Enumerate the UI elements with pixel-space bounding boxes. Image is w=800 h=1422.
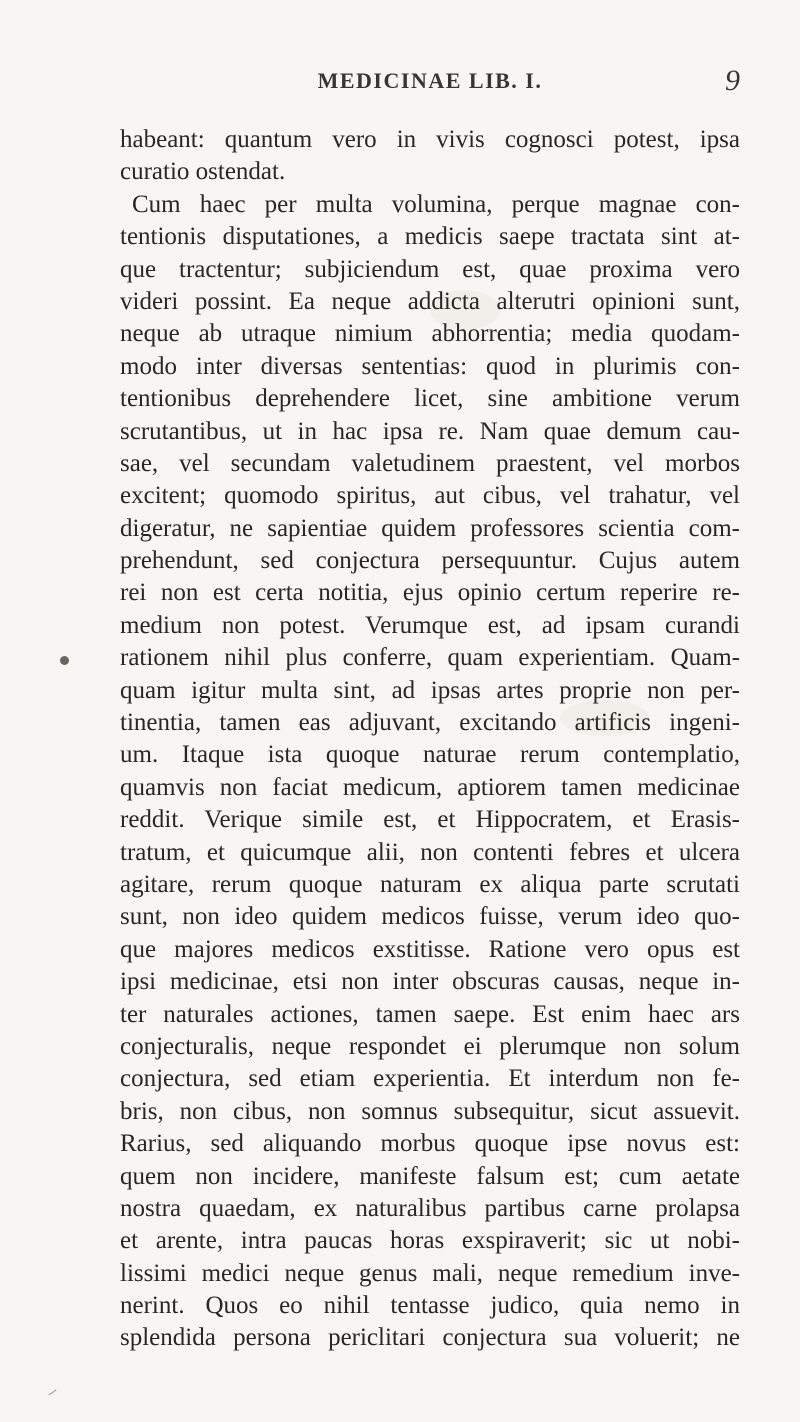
text-line: conjectura, sed etiam experientia. Et interdum non fe- (120, 1065, 740, 1093)
text-line: habeant: quantum vero in vivis cognosci potest, ipsa (120, 126, 740, 153)
text-line: neque ab utraque nimium abhorrentia; media quodam- (120, 320, 740, 348)
text-line: sae, vel secundam valetudinem praestent, vel morbos (120, 449, 740, 477)
text-line: nerint. Quos eo nihil tentasse judico, quia nemo in (120, 1292, 740, 1320)
text-line: conjecturalis, neque respondet ei plerumque non solum (120, 1032, 740, 1060)
text-line: ter naturales actiones, tamen saepe. Est enim haec ars (120, 1000, 740, 1028)
corner-ink-mark (49, 1390, 57, 1396)
text-line: tratum, et quicumque alii, non contenti febres et ulcera (120, 838, 740, 866)
text-line: um. Itaque ista quoque naturae rerum contemplatio, (120, 741, 740, 769)
page-header-title: MEDICINAE LIB. I. (317, 68, 543, 93)
text-line: sunt, non ideo quidem medicos fuisse, verum ideo quo- (120, 903, 740, 931)
text-line: scrutantibus, ut in hac ipsa re. Nam quae demum cau- (120, 417, 740, 445)
text-line: et arente, intra paucas horas exspiraverit; sic ut nobi- (120, 1227, 740, 1255)
text-line: quem non incidere, manifeste falsum est; cum aetate (120, 1162, 740, 1190)
text-line: prehendunt, sed conjectura persequuntur. Cujus autem (120, 547, 740, 575)
text-line: quam igitur multa sint, ad ipsas artes proprie non per- (120, 676, 740, 704)
text-line: curatio ostendat. (120, 158, 286, 186)
text-line: tentionis disputationes, a medicis saepe tractata sint at- (120, 223, 740, 251)
page-number: 9 (725, 64, 740, 97)
text-line: Cum haec per multa volumina, perque magnae con- (132, 190, 740, 218)
text-line: lissimi medici neque genus mali, neque remedium inve- (120, 1259, 740, 1287)
text-line: modo inter diversas sententias: quod in plurimis con- (120, 352, 740, 380)
text-line: tinentia, tamen eas adjuvant, excitando artificis ingeni- (120, 709, 740, 737)
text-line: reddit. Verique simile est, et Hippocratem, et Erasis- (120, 806, 740, 834)
text-line: rationem nihil plus conferre, quam experientiam. Quam- (120, 644, 740, 672)
running-head (120, 64, 740, 108)
text-line: medium non potest. Verumque est, ad ipsam curandi (120, 611, 740, 639)
text-line: bris, non cibus, non somnus subsequitur, sicut assuevit. (120, 1097, 740, 1125)
text-line: ipsi medicinae, etsi non inter obscuras causas, neque in- (120, 968, 740, 996)
text-line: nostra quaedam, ex naturalibus partibus carne prolapsa (120, 1194, 740, 1222)
text-line: splendida persona periclitari conjectura sua voluerit; ne (120, 1324, 740, 1352)
text-line: tentionibus deprehendere licet, sine ambitione verum (120, 385, 740, 413)
text-line: Rarius, sed aliquando morbus quoque ipse novus est: (120, 1130, 740, 1158)
text-line: digeratur, ne sapientiae quidem professores scientia com- (120, 514, 740, 542)
body-text (120, 124, 740, 1355)
text-line: excitent; quomodo spiritus, aut cibus, vel trahatur, vel (120, 482, 740, 510)
text-line: videri possint. Ea neque addicta alterutri opinioni sunt, (120, 287, 740, 315)
text-line: que tractentur; subjiciendum est, quae proxima vero (120, 255, 740, 283)
text-line: que majores medicos exstitisse. Ratione vero opus est (120, 935, 740, 963)
text-line: agitare, rerum quoque naturam ex aliqua parte scrutati (120, 870, 740, 898)
margin-ink-mark (60, 656, 69, 665)
text-line: rei non est certa notitia, ejus opinio certum reperire re- (120, 579, 740, 607)
text-line: quamvis non faciat medicum, aptiorem tamen medicinae (120, 773, 740, 801)
